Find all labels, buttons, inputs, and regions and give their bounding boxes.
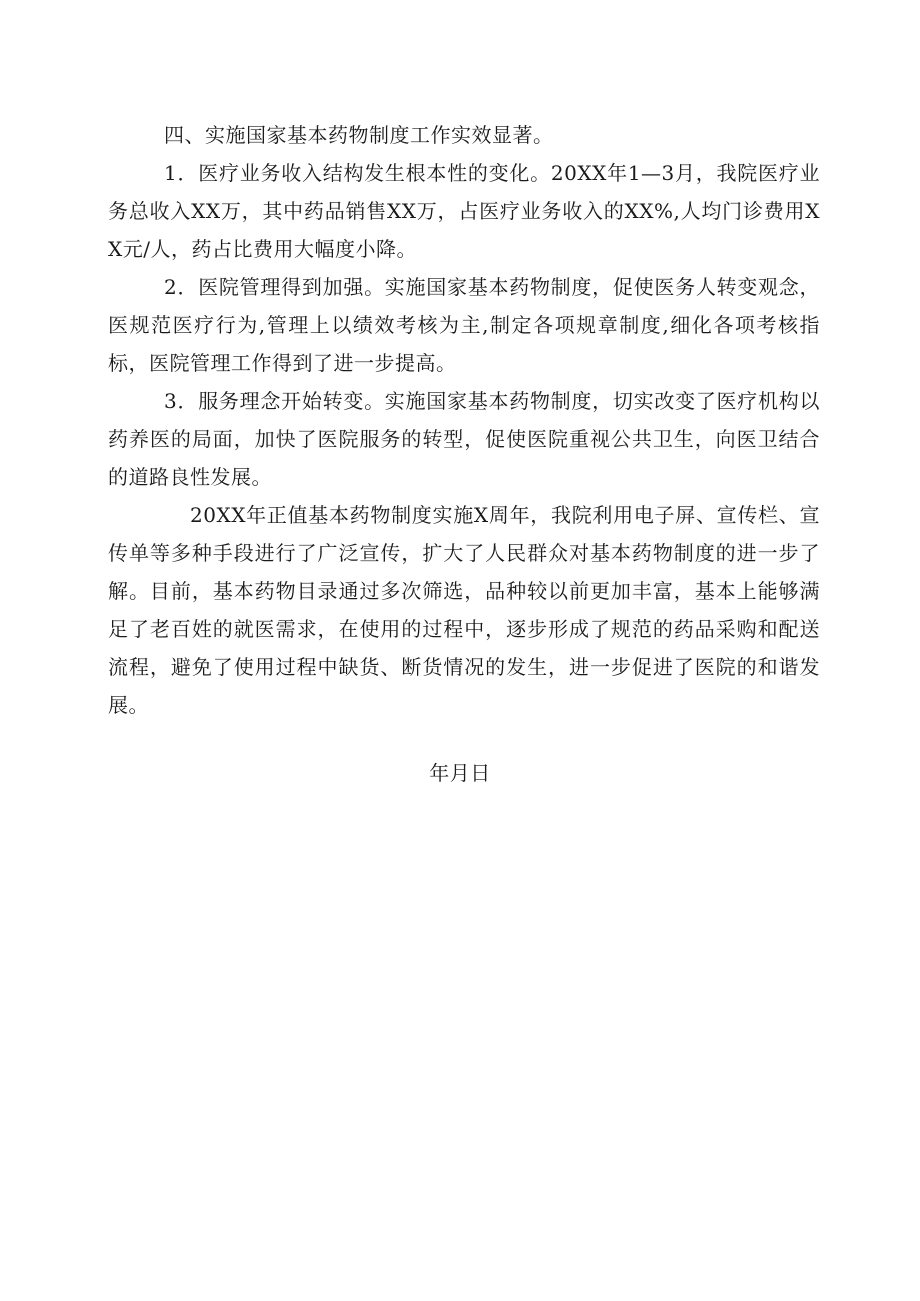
paragraph-item-1: 1．医疗业务收入结构发生根本性的变化。20XX年1—3月，我院医疗业务总收入XX万，其中药品销售XX万，占医疗业务收入的XX%,人均门诊费用XX元/人，药占比费用大幅度小降。 [108,161,820,261]
closing-paragraph: 20XX年正值基本药物制度实施X周年，我院利用电子屏、宣传栏、宣传单等多种手段进行了广泛宣传，扩大了人民群众对基本药物制度的进一步了解。目前，基本药物目录通过多次筛选，品种较以前更加丰富，基本上能够满足了老百姓的就医需求，在使用的过程中，逐步形成了规范的药品采购和配送流程，避免了使用过程中缺货、断货情况的发生，进一步促进了医院的和谐发展。 [108,503,820,717]
section-heading: 四、实施国家基本药物制度工作实效显著。 [164,123,554,147]
paragraph-item-2: 2．医院管理得到加强。实施国家基本药物制度，促使医务人转变观念，医规范医疗行为,管理上以绩效考核为主,制定各项规章制度,细化各项考核指标，医院管理工作得到了进一步提高。 [108,275,820,375]
paragraph-item-3: 3．服务理念开始转变。实施国家基本药物制度，切实改变了医疗机构以药养医的局面，加快了医院服务的转型，促使医院重视公共卫生，向医卫结合的道路良性发展。 [108,389,820,489]
document-body [108,116,820,724]
date-line: 年月日 [429,761,491,785]
